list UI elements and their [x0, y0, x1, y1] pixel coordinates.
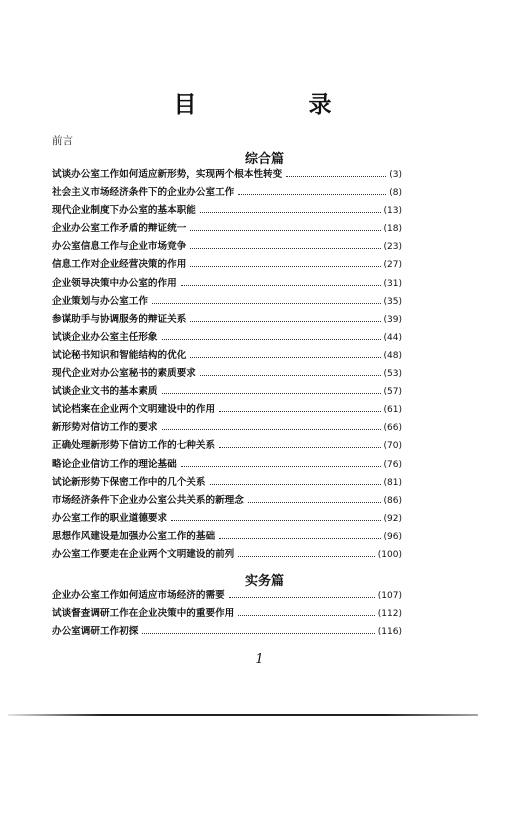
toc-entry [52, 329, 402, 347]
toc-list-general [52, 166, 402, 564]
toc-entry-page: (100) [377, 549, 402, 560]
toc-entry [52, 166, 402, 184]
toc-entry-title: 办公室工作要走在企业两个文明建设的前列 [52, 548, 235, 560]
toc-leader-dots [181, 466, 381, 467]
toc-entry [52, 184, 402, 202]
toc-entry-page: (66) [383, 423, 402, 434]
toc-leader-dots [286, 176, 386, 177]
toc-entry-title: 试谈督查调研工作在企业决策中的重要作用 [52, 608, 235, 620]
toc-entry-page: (116) [377, 627, 402, 638]
preface-entry: 前言 [52, 135, 73, 147]
toc-entry [52, 256, 402, 274]
toc-entry-page: (44) [383, 332, 402, 343]
toc-entry-page: (48) [383, 350, 402, 361]
page-number: 1 [255, 652, 264, 667]
toc-entry-title: 试论新形势下保密工作中的几个关系 [52, 476, 206, 488]
toc-entry-title: 试论档案在企业两个文明建设中的作用 [52, 404, 216, 416]
toc-entry-page: (107) [377, 591, 402, 601]
toc-entry-page: (70) [383, 441, 402, 452]
toc-entry [52, 347, 402, 365]
toc-leader-dots [181, 285, 381, 286]
toc-leader-dots [219, 447, 380, 448]
toc-entry [52, 365, 402, 383]
toc-entry-title: 信息工作对企业经营决策的作用 [52, 259, 187, 271]
toc-entry-title: 企业办公室工作如何适应市场经济的需要 [52, 590, 225, 601]
toc-entry [52, 546, 402, 564]
toc-entry [52, 605, 402, 623]
toc-entry-page: (57) [383, 387, 402, 398]
bottom-rule [8, 714, 478, 716]
toc-leader-dots [238, 615, 375, 616]
toc-entry [52, 623, 402, 641]
section-heading-practice: 实务篇 [244, 574, 284, 589]
toc-leader-dots [190, 230, 380, 231]
toc-entry [52, 311, 402, 329]
toc-entry-title: 正确处理新形势下信访工作的七种关系 [52, 440, 216, 452]
toc-leader-dots [229, 597, 375, 598]
toc-entry-title: 思想作风建设是加强办公室工作的基础 [52, 530, 216, 542]
toc-leader-dots [162, 429, 381, 430]
toc-entry [52, 510, 402, 528]
toc-entry-title: 社会主义市场经济条件下的企业办公室工作 [52, 187, 235, 199]
toc-entry-page: (13) [383, 206, 402, 217]
toc-entry [52, 401, 402, 419]
toc-entry-title: 办公室工作的职业道德要求 [52, 512, 168, 524]
toc-entry-page: (31) [383, 278, 402, 289]
toc-leader-dots [190, 357, 380, 358]
toc-leader-dots [162, 393, 381, 394]
toc-entry-page: (81) [383, 477, 402, 488]
toc-entry [52, 419, 402, 437]
toc-leader-dots [190, 266, 380, 267]
toc-entry-page: (53) [383, 369, 402, 380]
toc-entry [52, 383, 402, 401]
toc-leader-dots [171, 520, 380, 521]
toc-leader-dots [248, 502, 381, 503]
toc-leader-dots [219, 411, 380, 412]
toc-entry [52, 293, 402, 311]
toc-entry-title: 略论企业信访工作的理论基础 [52, 458, 177, 470]
toc-leader-dots [190, 248, 380, 249]
toc-leader-dots [142, 633, 374, 634]
toc-entry [52, 238, 402, 256]
toc-leader-dots [162, 339, 381, 340]
toc-leader-dots [238, 556, 375, 557]
toc-entry-title: 办公室信息工作与企业市场竞争 [52, 241, 187, 253]
toc-entry-page: (39) [383, 314, 402, 325]
toc-entry-page: (96) [383, 531, 402, 542]
toc-leader-dots [200, 212, 381, 213]
toc-entry [52, 528, 402, 546]
toc-entry-title: 办公室调研工作初探 [52, 626, 139, 638]
toc-entry-title: 现代企业制度下办公室的基本职能 [52, 205, 196, 217]
section-heading-general: 综合篇 [244, 152, 284, 167]
toc-entry-page: (35) [383, 296, 402, 307]
toc-entry-page: (18) [383, 224, 402, 235]
toc-entry-page: (61) [383, 405, 402, 416]
toc-leader-dots [152, 303, 381, 304]
toc-entry-page: (3) [389, 170, 402, 180]
toc-entry-title: 试论秘书知识和智能结构的优化 [52, 349, 187, 361]
toc-entry-page: (86) [383, 495, 402, 506]
page-title: 目 录 [173, 92, 384, 118]
toc-entry [52, 456, 402, 474]
toc-entry [52, 437, 402, 455]
toc-entry-title: 市场经济条件下企业办公室公共关系的新理念 [52, 494, 244, 506]
toc-entry-page: (112) [377, 609, 402, 620]
toc-entry-title: 试谈企业文书的基本素质 [52, 386, 158, 398]
toc-entry [52, 492, 402, 510]
toc-leader-dots [190, 321, 380, 322]
toc-entry-title: 试谈办公室工作如何适应新形势，实现两个根本性转变 [52, 169, 283, 180]
toc-entry-title: 现代企业对办公室秘书的素质要求 [52, 368, 196, 380]
toc-entry-page: (8) [389, 188, 402, 199]
toc-entry-title: 企业策划与办公室工作 [52, 295, 148, 307]
toc-entry-title: 参谋助手与协调服务的辩证关系 [52, 313, 187, 325]
toc-entry-page: (92) [383, 513, 402, 524]
toc-entry-title: 企业领导决策中办公室的作用 [52, 277, 177, 289]
toc-leader-dots [238, 194, 386, 195]
toc-entry [52, 275, 402, 293]
toc-list-practice [52, 587, 402, 641]
toc-entry [52, 220, 402, 238]
toc-leader-dots [219, 538, 380, 539]
toc-entry-title: 企业办公室工作矛盾的辩证统一 [52, 223, 187, 235]
toc-entry [52, 474, 402, 492]
toc-entry [52, 587, 402, 605]
toc-leader-dots [200, 375, 381, 376]
toc-entry [52, 202, 402, 220]
toc-entry-title: 新形势对信访工作的要求 [52, 422, 158, 434]
toc-entry-page: (27) [383, 260, 402, 271]
toc-entry-page: (23) [383, 242, 402, 253]
toc-leader-dots [210, 484, 381, 485]
toc-entry-page: (76) [383, 459, 402, 470]
toc-entry-title: 试谈企业办公室主任形象 [52, 331, 158, 343]
